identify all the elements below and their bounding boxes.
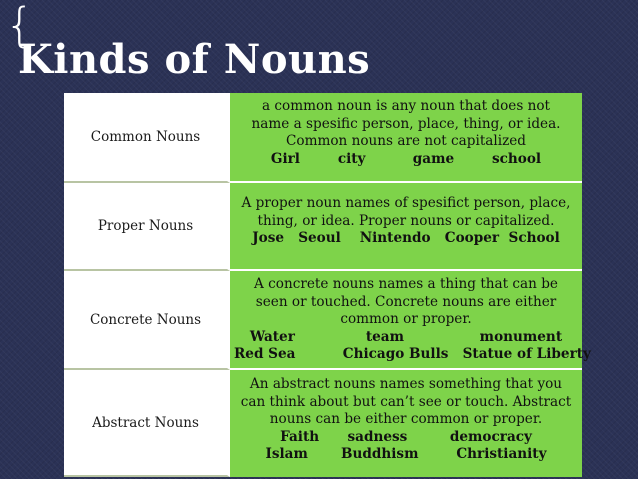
- description-line: An abstract nouns names something that you: [249, 376, 563, 392]
- description-line: Common nouns are not capitalized: [285, 133, 526, 149]
- description-line: A concrete nouns names a thing that can be: [254, 276, 558, 292]
- label-common-nouns: Common Nouns: [64, 93, 230, 183]
- nouns-table: [64, 93, 591, 477]
- examples-line: Islam Buddhism Christianity: [265, 446, 547, 462]
- description-line: a common noun is any noun that does not: [261, 98, 551, 114]
- description-line: nouns can be either common or proper.: [269, 411, 543, 427]
- description-line: can think about but can’t see or touch. Abstract: [240, 393, 572, 410]
- brace-decoration: {: [5, 0, 35, 52]
- description-line: name a spesific person, place, thing, or idea.: [251, 115, 561, 132]
- description-line: common or proper.: [340, 311, 472, 327]
- label-concrete-nouns: Concrete Nouns: [64, 271, 230, 370]
- examples-line: Red Sea Chicago Bulls Statue of Liberty: [234, 346, 591, 362]
- examples-line: Girl city game school: [270, 150, 542, 167]
- description-proper-nouns: [230, 183, 582, 271]
- examples-line: Faith sadness democracy: [280, 428, 532, 445]
- description-line: A proper noun names of spesifict person, place,: [241, 195, 571, 211]
- examples-line: Jose Seoul Nintendo Cooper School: [252, 230, 560, 246]
- description-concrete-nouns: [230, 271, 591, 370]
- description-line: seen or touched. Concrete nouns are either: [255, 293, 557, 310]
- description-line: thing, or idea. Proper nouns or capitalized.: [257, 212, 555, 229]
- description-abstract-nouns: [230, 370, 582, 477]
- label-proper-nouns: Proper Nouns: [64, 183, 230, 271]
- description-common-nouns: [230, 93, 582, 183]
- slide-title: Kinds of Nouns: [18, 36, 371, 83]
- label-abstract-nouns: Abstract Nouns: [64, 370, 230, 477]
- examples-line: Water team monument: [249, 328, 563, 345]
